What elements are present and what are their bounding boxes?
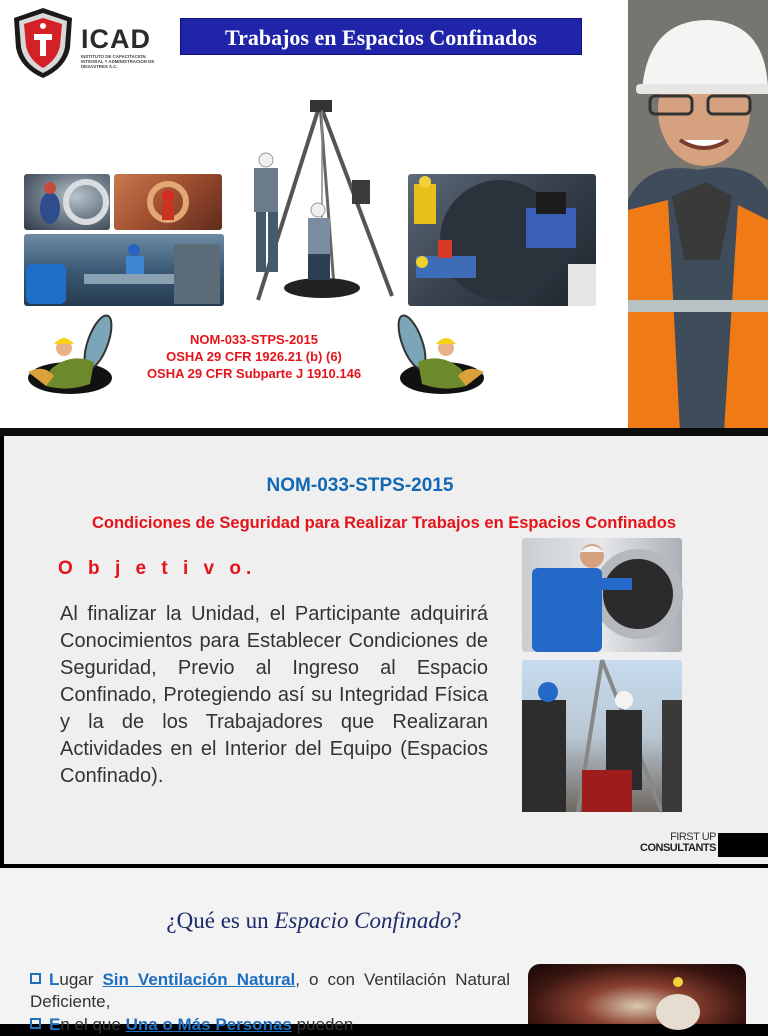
bullet-1-highlight: Sin Ventilación Natural [102,970,296,989]
bullet-2-highlight: Una o Más Personas [125,1015,292,1034]
slide-2-title: NOM-033-STPS-2015 [266,475,454,496]
photo-smiling-worker [628,0,768,432]
bullet-1-text-a: ugar [59,970,103,989]
cartoon-worker-right-icon [392,312,488,402]
bullet-2-cap: E [49,1015,61,1034]
photo-tank-interior [528,964,746,1024]
bullet-1-text-b: , o con Ventilación Natural Deficiente, [30,970,511,1011]
bullet-2-text-b: pueden [291,1015,354,1034]
photo-worker-hatch [114,174,222,230]
slide-3-title-prefix: ¿Qué es un [166,908,275,933]
slide-1 [0,0,768,432]
checkbox-bullet-icon [30,973,41,984]
photo-workers-pipes [24,234,224,306]
slide-3-title-emphasis: Espacio Confinado [274,908,452,933]
slide-1-title: Trabajos en Espacios Confinados [180,18,582,55]
standards-references [114,331,394,382]
reference-osha-1926: OSHA 29 CFR 1926.21 (b) (6) [166,349,342,364]
logo-subtitle: INSTITUTO DE CAPACITACION INTEGRAL Y ADMINISTRACION DE DESASTRES A.C. [81,54,155,69]
tripod-rescue-illustration [242,100,402,306]
photo-worker-manhole [522,538,682,652]
slide-2-subtitle: Condiciones de Seguridad para Realizar Trabajos en Espacios Confinados [91,514,677,532]
objective-heading: O b j e t i v o. [58,558,257,579]
slide-2-left-edge [0,436,4,864]
logo-wordmark: ICAD [81,24,151,54]
brand-line-1: FIRST UP [670,831,716,843]
reference-nom: NOM-033-STPS-2015 [190,332,318,347]
icad-shield-logo-icon [10,6,76,80]
bullet-item-1 [30,969,510,1013]
slide-divider [0,428,768,436]
brand-black-bar [718,833,768,857]
slide-3-title [0,908,628,934]
brand-firstup-consultants [630,832,716,854]
cartoon-worker-left-icon [24,312,116,402]
objective-text: Al finalizar la Unidad, el Participante adquirirá Conocimientos para Establecer Condiciones de Seguridad, Previo al Ingreso al Espacio Confinado, Protegiendo así su Integridad Física y la de los Trabajadores que Realizaran Actividades en el Interior del Equipo (Espacios Confinado). [60,603,488,787]
photo-worker-pipe [24,174,110,230]
checkbox-bullet-icon [30,1018,41,1029]
photo-welders [408,174,596,306]
bullet-2-text-a: n el que [60,1015,126,1034]
slide-3-title-suffix: ? [451,908,462,933]
slide-1-content [4,0,628,428]
reference-osha-1910: OSHA 29 CFR Subparte J 1910.146 [146,366,362,381]
bullet-1-cap: L [49,970,60,989]
brand-line-2: CONSULTANTS [640,842,716,854]
photo-tripod-rescue-team [522,660,682,812]
bullet-item-2 [30,1014,510,1036]
